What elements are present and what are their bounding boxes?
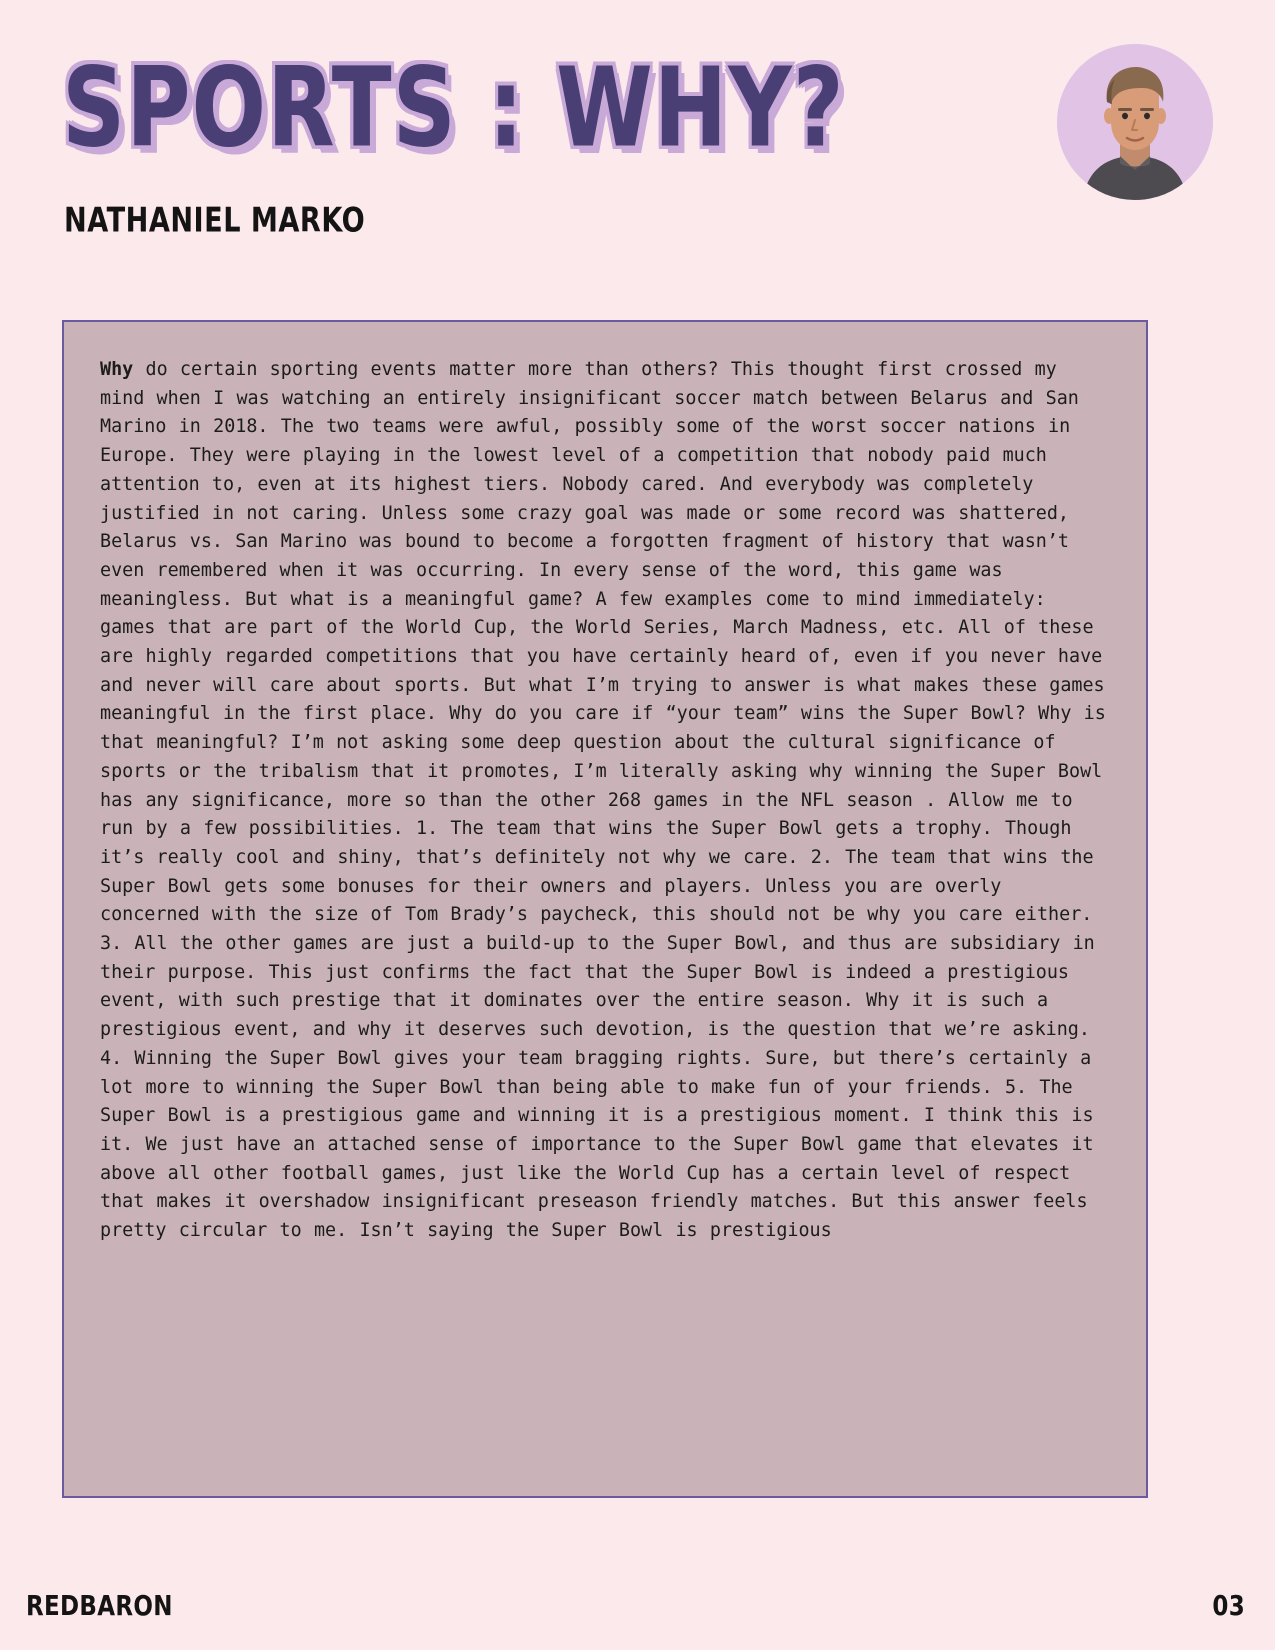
author-portrait-icon — [1057, 44, 1213, 200]
footer-publication: REDBARON — [26, 1590, 173, 1622]
page-title: SPORTS : WHY? — [62, 44, 845, 173]
article-lead-word: Why — [100, 359, 134, 380]
footer-page-number: 03 — [1212, 1590, 1245, 1622]
author-byline: NATHANIEL MARKO — [64, 200, 366, 241]
avatar — [1057, 44, 1213, 200]
page-header — [62, 44, 1213, 248]
article-body — [62, 320, 1148, 1498]
article-text: do certain sporting events matter more than others? This thought first crossed my mind when I was watching an entirely insignificant soccer match between Belarus and San Marino in 2018. The two teams were awful, possibly some of the worst soccer nations in Europe. They were playing in the lowest level of a competition that nobody paid much attention to, even at its highest tiers. Nobody cared. And everybody was completely justified in not caring. Unless some crazy goal was made or some record was shattered, Belarus vs. San Marino was bound to become a forgotten fragment of history that wasn’t even remembered when it was occurring. In every sense of the word, this game was meaningless. But what is a meaningful game? A few examples come to mind immediately: games that are part of the World Cup, the World Series, March Madness, etc. All of these are highly regarded competitions that you have certainly heard of, even if you never have and never will care about sports. But what I’m trying to answer is what makes these games meaningful in the first place. Why do you care if “your team” wins the Super Bowl? Why is that meaningful? I’m not asking some deep question about the cultural significance of sports or the tribalism that it promotes, I’m literally asking why winning the Super Bowl has any significance, more so than the other 268 games in the NFL season . Allow me to run by a few possibilities. 1. The team that wins the Super Bowl gets a trophy. Though it’s really cool and shiny, that’s definitely not why we care. 2. The team that wins the Super Bowl gets some bonuses for their owners and players. Unless you are overly concerned with the size of Tom Brady’s paycheck, this should not be why you care either. 3. All the other games are just a build-up to the Super Bowl, and thus are subsidiary in their purpose. This just confirms the fact that the Super Bowl is indeed a prestigious event, with such prestige that it dominates over the entire season. Why it is such a prestigious event, and why it deserves such devotion, is the question that we’re asking. 4. Winning the Super Bowl gives your team bragging rights. Sure, but there’s certainly a lot more to winning the Super Bowl than being able to make fun of your friends. 5. The Super Bowl is a prestigious game and winning it is a prestigious moment. I think this is it. We just have an attached sense of importance to the Super Bowl game that elevates it above all other football games, just like the World Cup has a certain level of respect that makes it overshadow insignificant preseason friendly matches. But this answer feels pretty circular to me. Isn’t saying the Super Bowl is prestigious — [100, 359, 1119, 1242]
article-paragraph — [100, 356, 1119, 1246]
